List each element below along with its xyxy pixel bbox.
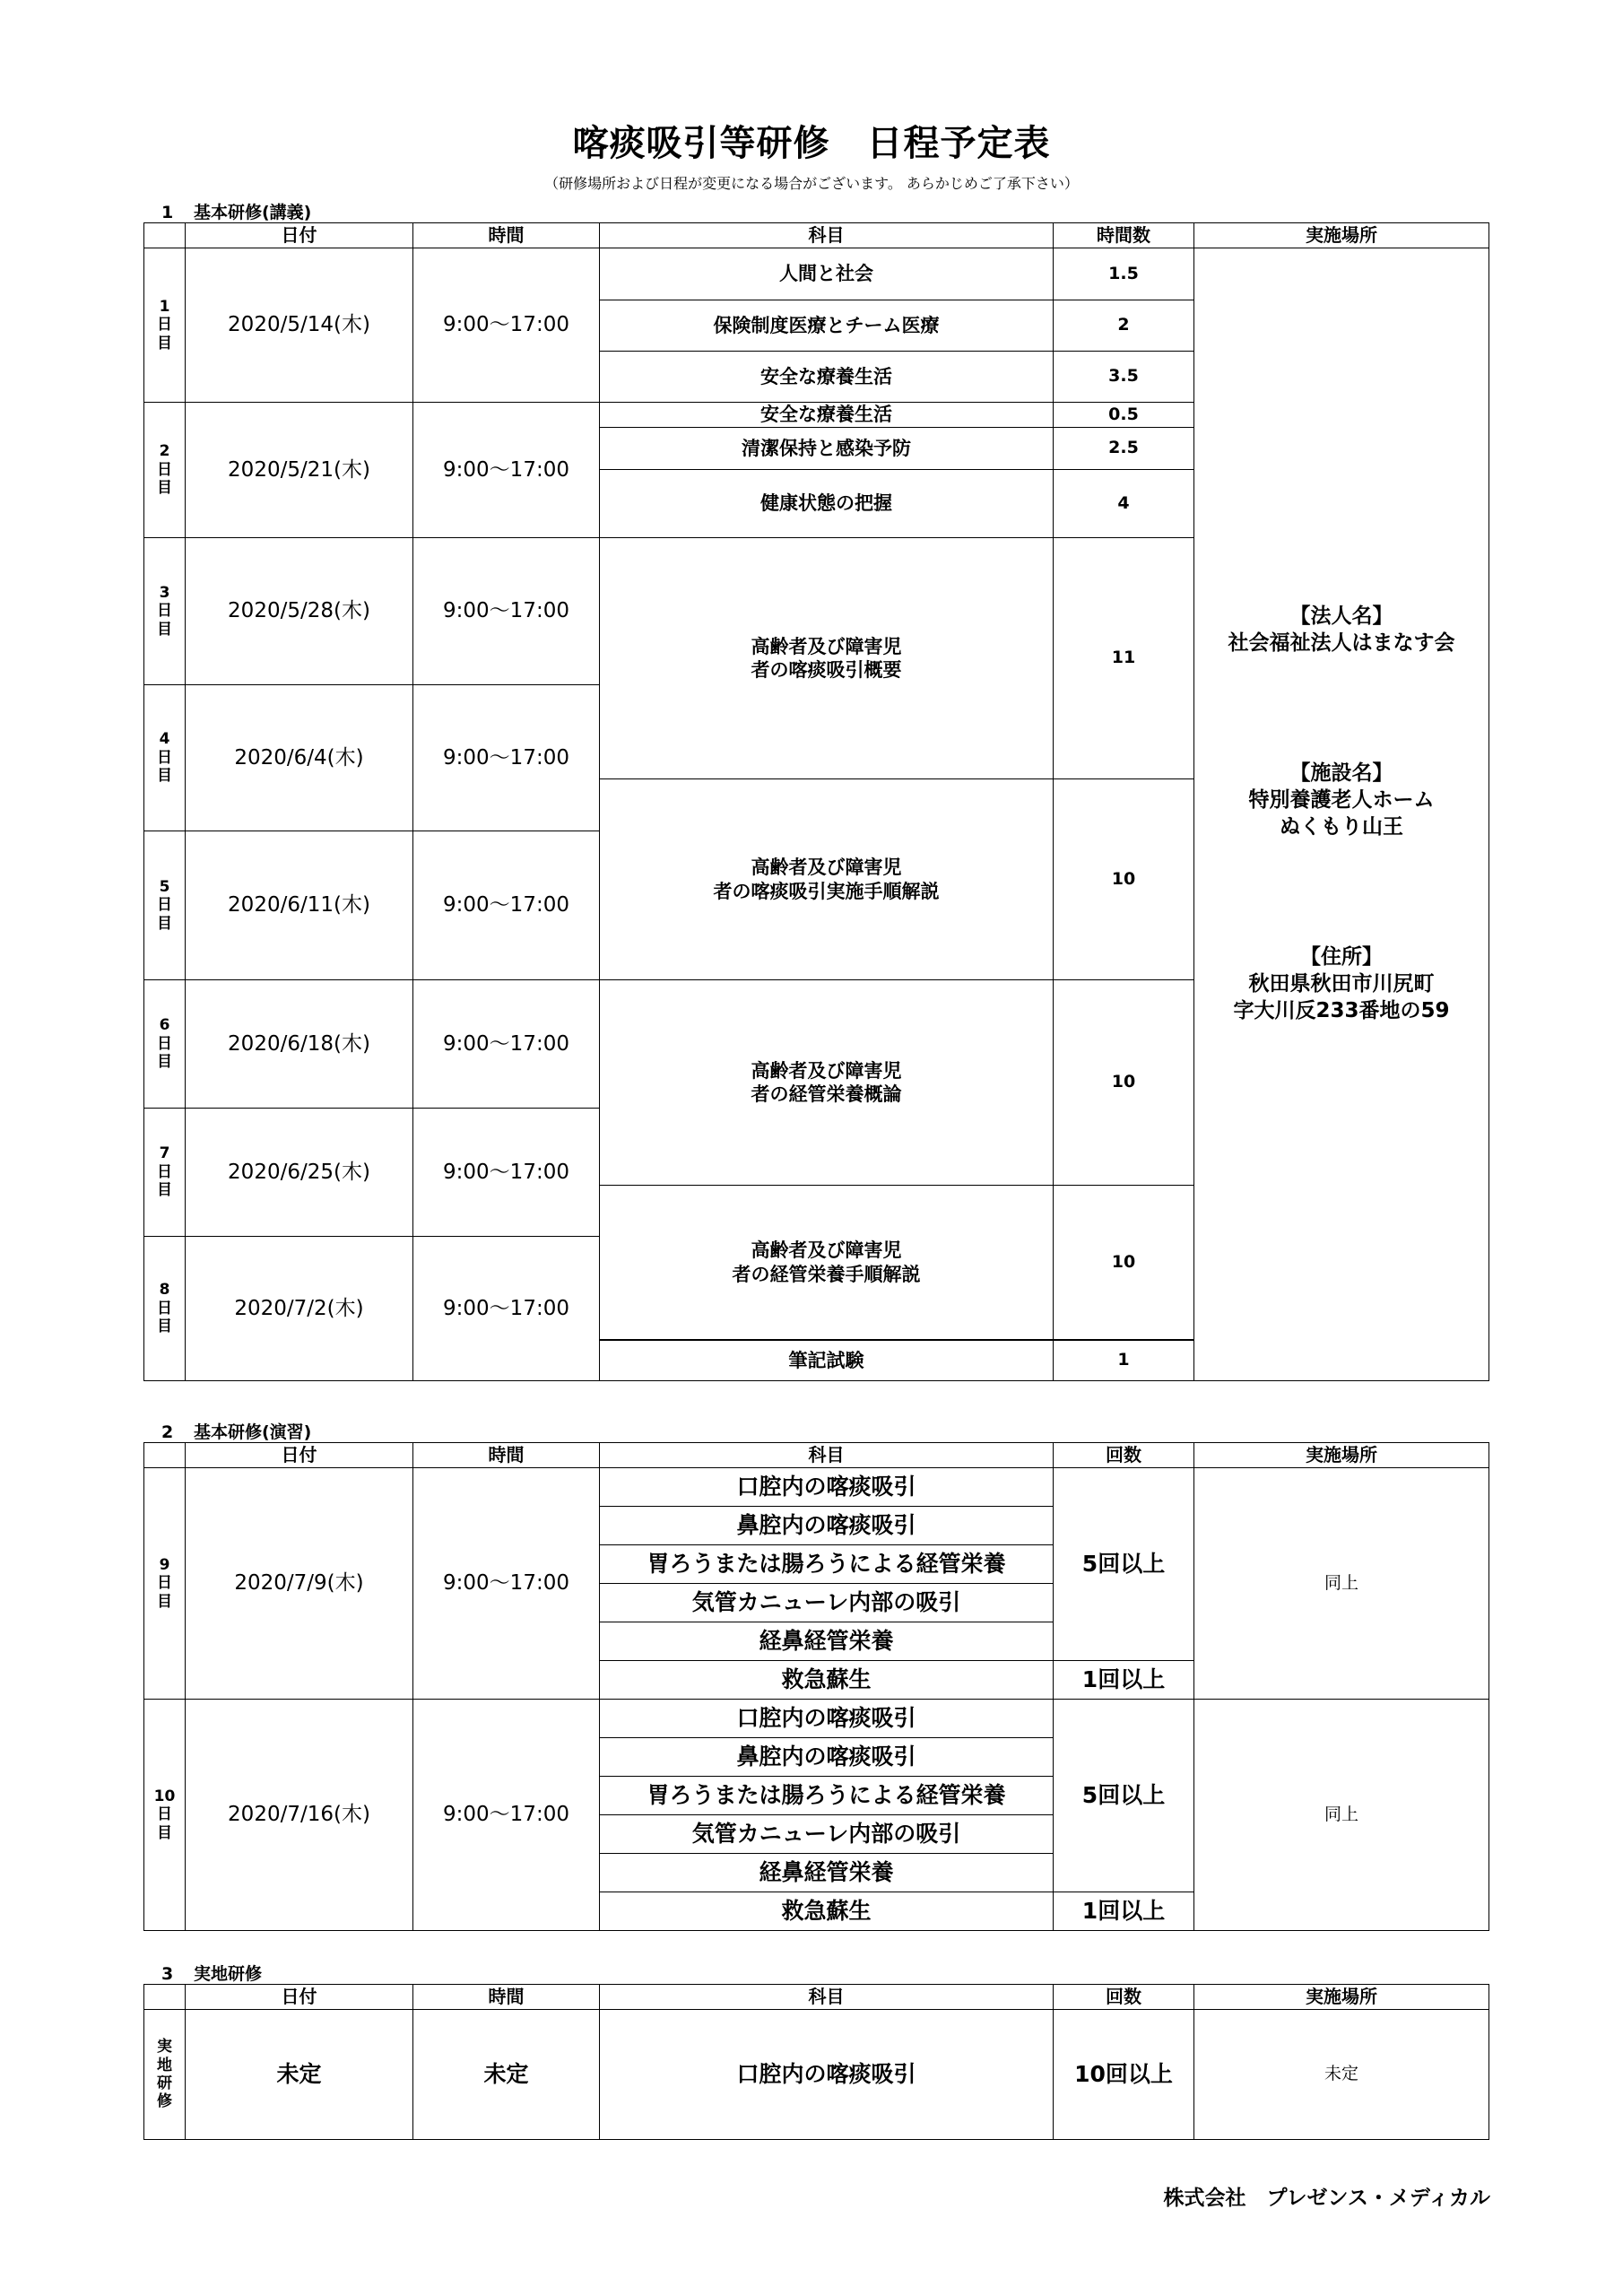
subject-cell: 高齢者及び障害児 者の喀痰吸引概要 [600,538,1054,779]
header-cell-blank [144,1443,186,1468]
time-cell: 9:00〜17:00 [413,980,600,1109]
subject-cell: 救急蘇生 [600,1892,1054,1931]
time-cell: 9:00〜17:00 [413,1237,600,1381]
hours-cell: 10 [1054,779,1194,980]
subject-cell: 筆記試験 [600,1341,1054,1381]
header-cell: 時間 [413,223,600,248]
day-label: 1 日 目 [144,248,186,403]
header-cell: 回数 [1054,1985,1194,2010]
hours-cell: 0.5 [1054,403,1194,428]
table-row [144,248,1489,300]
lecture-table [143,222,1489,1381]
day-label: 10 日 目 [144,1700,186,1931]
venue-cell: 未定 [1194,2010,1489,2140]
section-heading-practice [161,1419,311,1443]
venue-cell: 同上 [1194,1700,1489,1931]
section-heading-field [161,1961,262,1985]
venue-facility: 【施設名】 特別養護老人ホーム ぬくもり山王 [1248,761,1435,839]
subject-cell: 鼻腔内の喀痰吸引 [600,1738,1054,1777]
section-label: 実地研修 [194,1964,263,1984]
header-cell: 日付 [186,223,413,248]
day-label: 実 地 研 修 [144,2010,186,2140]
header-cell: 時間数 [1054,223,1194,248]
header-cell: 実施場所 [1194,223,1489,248]
header-cell-blank [144,1985,186,2010]
day-label: 8 日 目 [144,1237,186,1381]
date-cell: 2020/6/4(木) [186,685,413,831]
table-row [144,2010,1489,2140]
header-cell: 科目 [600,1985,1054,2010]
subject-cell: 気管カニューレ内部の吸引 [600,1584,1054,1622]
section-number: 1 [161,203,174,222]
section-heading-lecture [161,199,311,223]
date-cell: 2020/6/18(木) [186,980,413,1109]
venue-cell: 同上 [1194,1468,1489,1700]
subject-cell: 口腔内の喀痰吸引 [600,2010,1054,2140]
date-cell: 2020/6/25(木) [186,1109,413,1237]
day-label: 9 日 目 [144,1468,186,1700]
table-row [144,1700,1489,1738]
header-cell-blank [144,223,186,248]
time-cell: 未定 [413,2010,600,2140]
header-cell: 時間 [413,1443,600,1468]
count-cell: 5回以上 [1054,1468,1194,1661]
subject-cell: 保険制度医療とチーム医療 [600,300,1054,352]
subject-cell: 経鼻経管栄養 [600,1854,1054,1892]
hours-cell: 10 [1054,980,1194,1186]
venue-address: 【住所】 秋田県秋田市川尻町 字大川反233番地の59 [1233,944,1450,1022]
header-cell: 回数 [1054,1443,1194,1468]
section-label: 基本研修(演習) [194,1422,312,1442]
subject-cell: 気管カニューレ内部の吸引 [600,1815,1054,1854]
time-cell: 9:00〜17:00 [413,685,600,831]
subject-cell: 安全な療養生活 [600,403,1054,428]
hours-cell: 1 [1054,1341,1194,1381]
hours-cell: 2 [1054,300,1194,352]
hours-cell: 11 [1054,538,1194,779]
subject-cell: 清潔保持と感染予防 [600,428,1054,470]
date-cell: 2020/6/11(木) [186,831,413,980]
subject-cell: 人間と社会 [600,248,1054,300]
time-cell: 9:00〜17:00 [413,403,600,538]
day-label: 5 日 目 [144,831,186,980]
subject-cell: 胃ろうまたは腸ろうによる経管栄養 [600,1545,1054,1584]
time-cell: 9:00〜17:00 [413,1468,600,1700]
count-cell: 1回以上 [1054,1892,1194,1931]
company-name: 株式会社 プレゼンス・メディカル [1163,2187,1490,2210]
date-cell: 2020/5/14(木) [186,248,413,403]
header-cell: 科目 [600,223,1054,248]
time-cell: 9:00〜17:00 [413,1700,600,1931]
field-table [143,1984,1489,2140]
subject-cell: 鼻腔内の喀痰吸引 [600,1507,1054,1545]
hours-cell: 3.5 [1054,352,1194,403]
day-label: 3 日 目 [144,538,186,685]
count-cell: 1回以上 [1054,1661,1194,1700]
hours-cell: 1.5 [1054,248,1194,300]
table-header-row [144,1443,1489,1468]
section-label: 基本研修(講義) [194,203,312,222]
day-label: 2 日 目 [144,403,186,538]
time-cell: 9:00〜17:00 [413,538,600,685]
header-cell: 日付 [186,1985,413,2010]
header-cell: 時間 [413,1985,600,2010]
subject-cell: 安全な療養生活 [600,352,1054,403]
page-title: 喀痰吸引等研修 日程予定表 [572,123,1051,164]
date-cell: 2020/7/9(木) [186,1468,413,1700]
page-subtitle: （研修場所および日程が変更になる場合がございます。 あらかじめご了承下さい） [544,175,1079,192]
time-cell: 9:00〜17:00 [413,248,600,403]
subject-cell: 高齢者及び障害児 者の経管栄養概論 [600,980,1054,1186]
venue-cell [1194,248,1489,1381]
time-cell: 9:00〜17:00 [413,1109,600,1237]
venue-corp: 【法人名】 社会福祉法人はまなす会 [1228,604,1455,656]
hours-cell: 4 [1054,470,1194,538]
date-cell: 2020/7/16(木) [186,1700,413,1931]
subject-cell: 健康状態の把握 [600,470,1054,538]
header-cell: 科目 [600,1443,1054,1468]
subject-cell: 救急蘇生 [600,1661,1054,1700]
subject-cell: 胃ろうまたは腸ろうによる経管栄養 [600,1777,1054,1815]
subject-cell: 経鼻経管栄養 [600,1622,1054,1661]
subject-cell: 高齢者及び障害児 者の経管栄養手順解説 [600,1186,1054,1340]
count-cell: 10回以上 [1054,2010,1194,2140]
table-header-row [144,1985,1489,2010]
header-cell: 実施場所 [1194,1985,1489,2010]
time-cell: 9:00〜17:00 [413,831,600,980]
section-number: 3 [161,1964,174,1984]
day-label: 4 日 目 [144,685,186,831]
count-cell: 5回以上 [1054,1700,1194,1892]
date-cell: 未定 [186,2010,413,2140]
header-cell: 日付 [186,1443,413,1468]
day-label: 7 日 目 [144,1109,186,1237]
section-number: 2 [161,1422,174,1442]
subject-cell: 高齢者及び障害児 者の喀痰吸引実施手順解説 [600,779,1054,980]
date-cell: 2020/5/21(木) [186,403,413,538]
table-row [144,1468,1489,1507]
hours-cell: 10 [1054,1186,1194,1340]
date-cell: 2020/5/28(木) [186,538,413,685]
date-cell: 2020/7/2(木) [186,1237,413,1381]
table-header-row [144,223,1489,248]
subject-cell: 口腔内の喀痰吸引 [600,1468,1054,1507]
header-cell: 実施場所 [1194,1443,1489,1468]
day-label: 6 日 目 [144,980,186,1109]
subject-cell: 口腔内の喀痰吸引 [600,1700,1054,1738]
hours-cell: 2.5 [1054,428,1194,470]
practice-table [143,1442,1489,1931]
